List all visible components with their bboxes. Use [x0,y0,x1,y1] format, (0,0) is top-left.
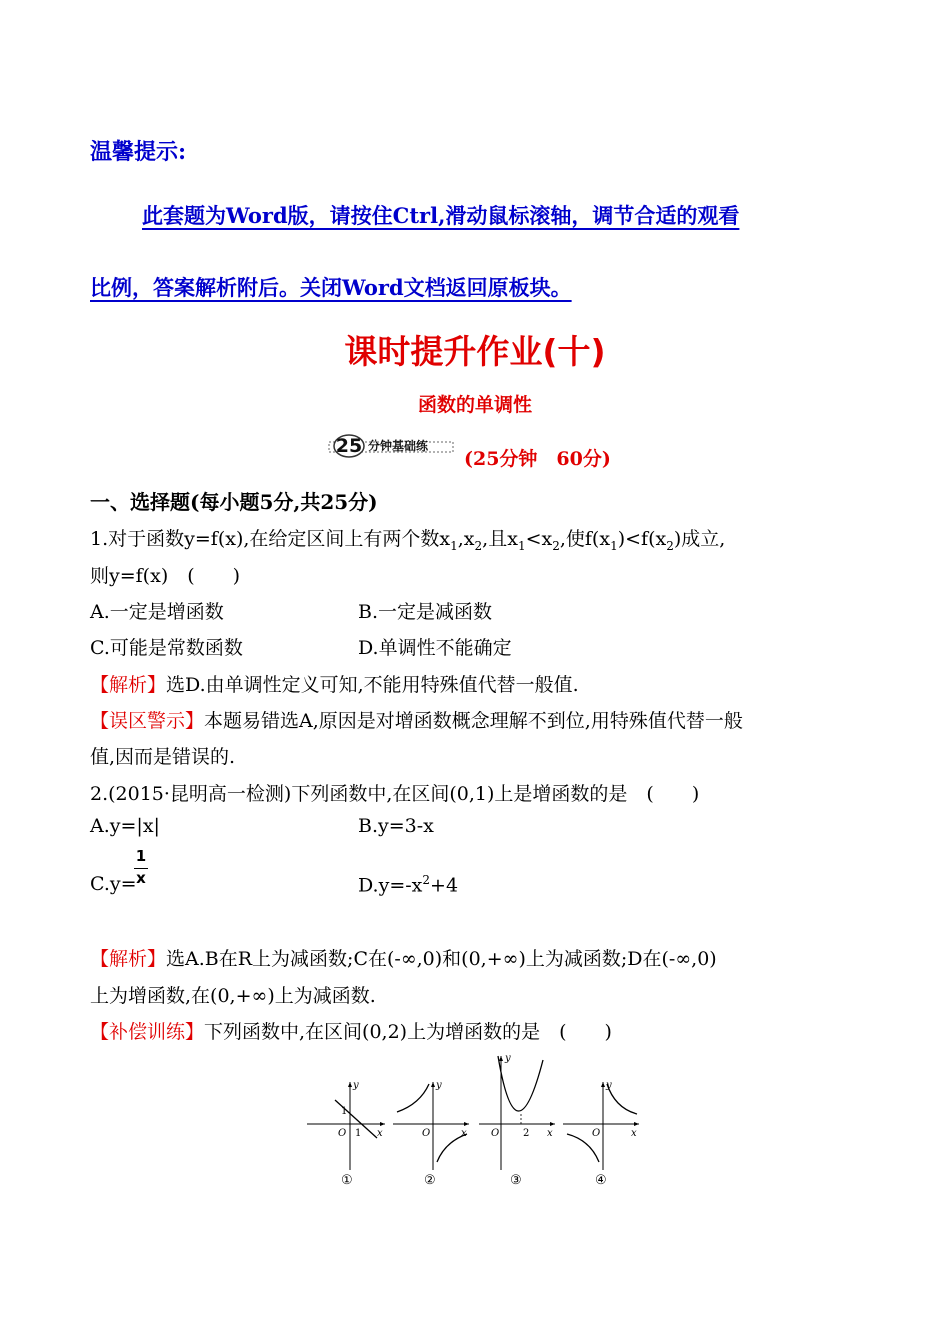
q1-option-d: D.单调性不能确定 [358,637,512,659]
q2-option-b: B.y=3-x [358,815,434,837]
q1-warning-line2: 值,因而是错误的. [90,746,236,768]
graph-1-axis-y: y [353,1080,359,1091]
q2-option-a: A.y=|x| [90,815,160,837]
graph-2-label: ② [424,1173,436,1188]
graph-3-axis-x: x [547,1128,553,1139]
q1-stem: 1.对于函数y=f(x),在给定区间上有两个数$x_1,x_2$,且$x_1<x_2$,使$f(x_1)<f(x_2)$成立, [90,528,726,553]
q2-analysis-line2: 上为增函数,在(0,+∞)上为减函数. [90,985,376,1007]
graph-1-origin: O [338,1128,347,1139]
graph-1 [307,1080,385,1188]
graph-4-origin: O [592,1128,601,1139]
fraction-numerator: 1 [135,847,147,865]
graph-2-axis-y: y [436,1080,442,1091]
graph-4-axis-y: y [606,1080,612,1091]
graph-4 [563,1080,639,1188]
graph-2-origin: O [422,1128,431,1139]
section-heading: 一、选择题(每小题5分,共25分) [90,490,378,514]
page-subtitle: 函数的单调性 [417,394,532,416]
tip-line-2: 比例，答案解析附后。关闭Word文档返回原板块。 [90,275,572,300]
tip-line-1: 此套题为Word版，请按住Ctrl,滑动鼠标滚轴，调节合适的观看 [142,203,740,228]
minute-badge [328,434,454,458]
graph-4-label: ④ [595,1173,607,1188]
q2-stem: 2.(2015·昆明高一检测)下列函数中,在区间(0,1)上是增函数的是 ( ) [90,783,700,805]
graph-1-axis-x: x [377,1128,383,1139]
time-note: (25分钟 60分) [464,448,611,470]
graph-1-x-one: 1 [355,1128,362,1139]
compensation-training: 【补偿训练】下列函数中,在区间(0,2)上为增函数的是 ( ) [90,1021,612,1043]
graph-3-origin: O [491,1128,500,1139]
page-title: 课时提升作业(十) [344,332,606,371]
q1-option-c: C.可能是常数函数 [90,637,243,659]
q1-stem-line2: 则y=f(x) ( ) [90,565,241,587]
q1-option-b: B.一定是减函数 [358,601,493,623]
graph-2-axis-x: x [461,1128,467,1139]
badge-label: 分钟基础练 [368,439,429,453]
fraction-denominator: x [134,868,148,887]
graph-2 [393,1080,469,1188]
graph-3-label: ③ [510,1173,522,1188]
function-graphs-figure [305,1052,645,1188]
graph-3-axis-y: y [505,1053,511,1064]
q2-option-d: $D.y=-x^2+4$ [358,873,459,897]
q1-warning: 【误区警示】本题易错选A,原因是对增函数概念理解不到位,用特殊值代替一般 [90,710,743,732]
q1-option-a: A.一定是增函数 [90,601,224,623]
badge-number: 25 [335,435,363,457]
q2-analysis: 【解析】选A.B在R上为减函数;C在(-∞,0)和(0,+∞)上为减函数;D在(-∞,0) [90,948,717,970]
graph-4-axis-x: x [631,1128,637,1139]
graph-1-label: ① [341,1173,353,1188]
graph-1-y-one: 1 [341,1106,348,1117]
graph-3 [479,1053,555,1188]
q2-option-c: C.y= [90,873,137,895]
graph-3-x-two: 2 [523,1128,530,1139]
q1-analysis: 【解析】选D.由单调性定义可知,不能用特殊值代替一般值. [90,674,579,696]
tip-title: 温馨提示: [90,139,187,165]
fraction [134,847,148,887]
